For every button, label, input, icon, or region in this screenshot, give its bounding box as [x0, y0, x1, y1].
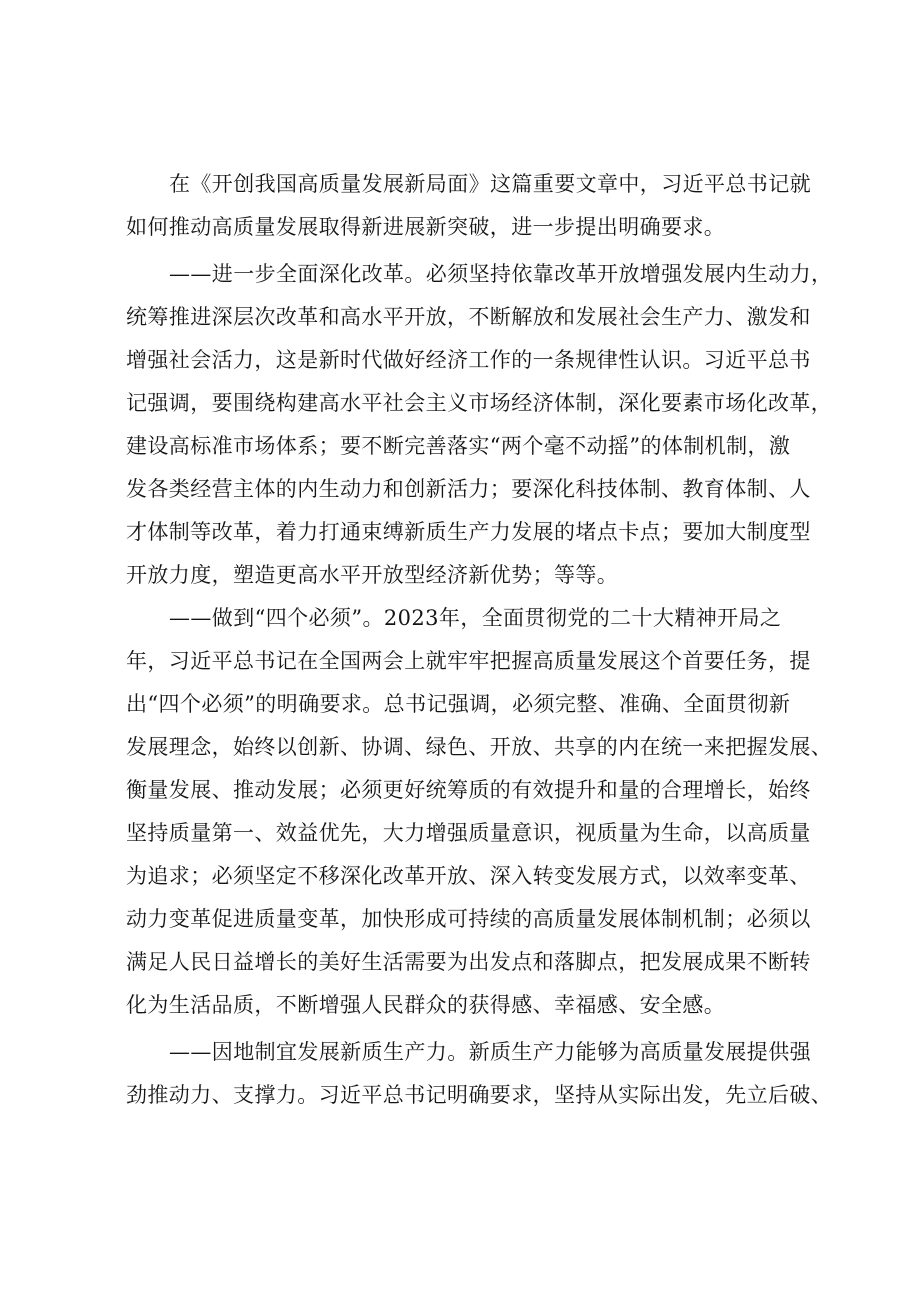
paragraph-3-line-8: 动力变革促进质量变革，加快形成可持续的高质量发展体制机制；必须以 — [126, 907, 811, 931]
paragraph-3-line-5: 衡量发展、推动发展；必须更好统筹质的有效提升和量的合理增长，始终 — [126, 778, 811, 802]
paragraph-2-line-7: 才体制等改革，着力打通束缚新质生产力发展的堵点卡点；要加大制度型 — [126, 520, 811, 544]
paragraph-2-line-2: 统筹推进深层次改革和高水平开放，不断解放和发展社会生产力、激发和 — [126, 305, 811, 329]
paragraph-2-line-4: 记强调，要围绕构建高水平社会主义市场经济体制，深化要素市场化改革， — [126, 391, 833, 415]
paragraph-3-line-2: 年，习近平总书记在全国两会上就牢牢把握高质量发展这个首要任务，提 — [126, 649, 811, 673]
paragraph-3-line-9: 满足人民日益增长的美好生活需要为出发点和落脚点，把发展成果不断转 — [126, 950, 811, 974]
paragraph-2-line-5: 建设高标准市场体系；要不断完善落实“两个毫不动摇”的体制机制，激 — [126, 434, 791, 458]
paragraph-2-line-6: 发各类经营主体的内生动力和创新活力；要深化科技体制、教育体制、人 — [126, 477, 811, 501]
paragraph-3-line-1: ——做到“四个必须”。2023年，全面贯彻党的二十大精神开局之 — [169, 606, 782, 630]
paragraph-1-line-2: 如何推动高质量发展取得新进展新突破，进一步提出明确要求。 — [126, 215, 726, 239]
paragraph-3-line-10: 化为生活品质，不断增强人民群众的获得感、幸福感、安全感。 — [126, 993, 726, 1017]
paragraph-3-line-7: 为追求；必须坚定不移深化改革开放、深入转变发展方式，以效率变革、 — [126, 864, 811, 888]
paragraph-3-line-3: 出“四个必须”的明确要求。总书记强调，必须完整、准确、全面贯彻新 — [126, 692, 791, 716]
paragraph-2-line-1: ——进一步全面深化改革。必须坚持依靠改革开放增强发展内生动力， — [169, 262, 833, 286]
paragraph-2-line-8: 开放力度，塑造更高水平开放型经济新优势；等等。 — [126, 563, 619, 587]
paragraph-3-line-4: 发展理念，始终以创新、协调、绿色、开放、共享的内在统一来把握发展、 — [126, 735, 833, 759]
paragraph-4-line-1: ——因地制宜发展新质生产力。新质生产力能够为高质量发展提供强 — [169, 1040, 811, 1064]
paragraph-3-line-6: 坚持质量第一、效益优先，大力增强质量意识，视质量为生命，以高质量 — [126, 821, 811, 845]
paragraph-2-line-3: 增强社会活力，这是新时代做好经济工作的一条规律性认识。习近平总书 — [126, 348, 811, 372]
paragraph-4-line-2: 劲推动力、支撑力。习近平总书记明确要求，坚持从实际出发，先立后破、 — [126, 1083, 833, 1107]
paragraph-1-line-1: 在《开创我国高质量发展新局面》这篇重要文章中，习近平总书记就 — [169, 172, 811, 196]
